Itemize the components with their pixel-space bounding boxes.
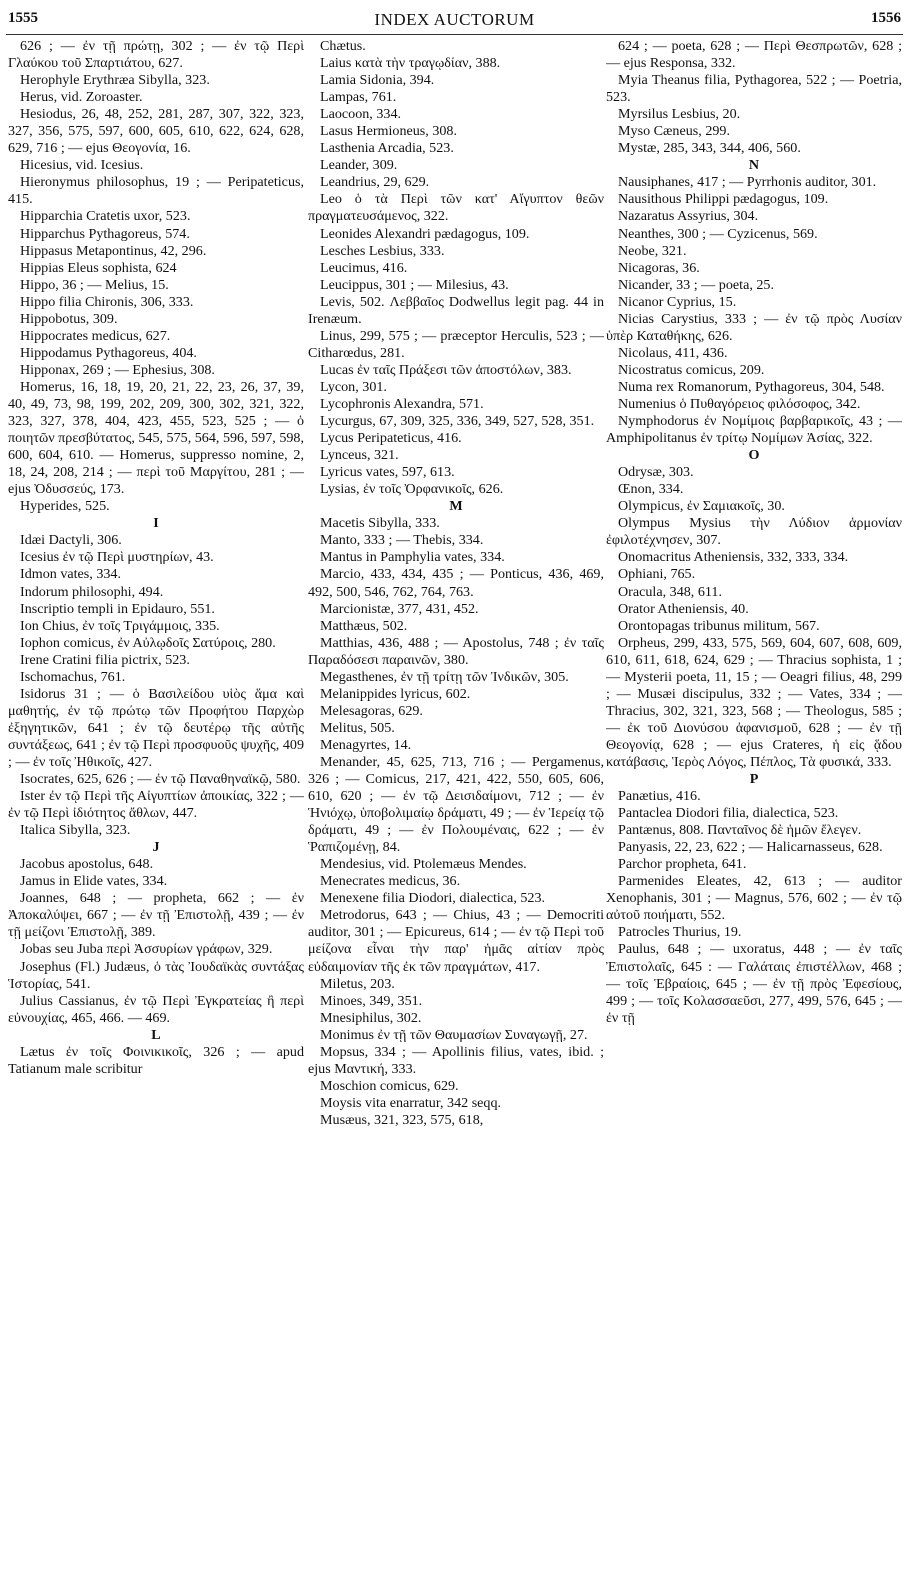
index-entry: Irene Cratini filia pictrix, 523. [20, 651, 190, 668]
index-entry: Lyricus vates, 597, 613. [320, 464, 455, 481]
index-entry: Italica Sibylla, 323. [20, 822, 131, 839]
index-entry: Leandrius, 29, 629. [320, 174, 430, 191]
index-entry: Olympicus, ἐν Σαμιακοῖς, 30. [618, 498, 785, 515]
index-entry: Nausithous Philippi pædagogus, 109. [618, 191, 829, 208]
index-entry: Chætus. [320, 38, 366, 54]
index-entry: Orontopagas tribunus militum, 567. [618, 617, 820, 634]
index-entry: Nicander, 33 ; — poeta, 25. [618, 276, 774, 293]
index-entry: Lampas, 761. [320, 89, 397, 106]
index-entry: Musæus, 321, 323, 575, 618, [320, 1111, 484, 1128]
index-entry: Ister ἐν τῷ Περὶ τῆς Αἰγυπτίων ἀποικίας, 322 ; — ἐν τῷ Περὶ ἰδιότητος ἄθλων, 447. [8, 788, 304, 822]
index-entry: Minoes, 349, 351. [320, 992, 423, 1009]
index-column-1 [8, 38, 304, 1568]
index-entry: Nicias Carystius, 333 ; — ἐν τῷ πρὸς Λυσίαν ὑπὲρ Καταθήκης, 626. [606, 310, 902, 344]
index-entry: Nazaratus Assyrius, 304. [618, 208, 759, 225]
index-entry: Idæi Dactyli, 306. [20, 532, 122, 549]
index-entry: Lucas ἐν ταῖς Πράξεσι τῶν ἀποστόλων, 383. [320, 361, 572, 378]
letter-heading: P [749, 771, 759, 788]
index-entry: Paulus, 648 ; — uxoratus, 448 ; — ἐν ταῖς Ἐπιστολαῖς, 645 : — Γαλάταις ἐπιστέλλων, 468 ; — τοῖς Ἑβραίοις, 645 ; — ἐν τῇ πρὸς Ἐφεσίους, 499 ; — τοῖς Κολασσαεῦσι, 277, 499, 576, 645 ; — ἐν τῇ [606, 941, 902, 1026]
index-entry: Parmenides Eleates, 42, 613 ; — auditor Xenophanis, 301 ; — Magnus, 576, 602 ; — ἐν τῷ αὐτοῦ ποιήματι, 552. [606, 873, 902, 924]
index-entry: Leo ὁ τὰ Περὶ τῶν κατ' Αἴγυπτον θεῶν πραγματευσάμενος, 322. [308, 191, 604, 225]
index-entry: 624 ; — poeta, 628 ; — Περὶ Θεσπρωτῶν, 628 ; — ejus Responsa, 332. [606, 38, 902, 72]
index-entry: Herus, vid. Zoroaster. [20, 89, 143, 106]
index-entry: Icesius ἐν τῷ Περὶ μυστηρίων, 43. [20, 549, 214, 566]
index-entry: Onomacritus Atheniensis, 332, 333, 334. [618, 549, 849, 566]
index-entry: Hipponax, 269 ; — Ephesius, 308. [20, 361, 215, 378]
index-entry: Melesagoras, 629. [320, 702, 423, 719]
index-entry: Ophiani, 765. [618, 566, 696, 583]
index-entry: Nausiphanes, 417 ; — Pyrrhonis auditor, 301. [618, 174, 877, 191]
index-entry: Iophon comicus, ἐν Αὐλῳδοῖς Σατύροις, 280. [20, 634, 276, 651]
index-entry: Lycon, 301. [320, 378, 387, 395]
index-entry: Linus, 299, 575 ; — præceptor Herculis, 523 ; — Citharœdus, 281. [308, 327, 604, 361]
index-entry: Moysis vita enarratur, 342 seqq. [320, 1094, 502, 1111]
letter-heading: J [152, 839, 160, 856]
index-entry: Nymphodorus ἐν Νομίμοις βαρβαρικοῖς, 43 ; — Amphipolitanus ἐν τρίτῳ Νομίμων Ἀσίας, 322. [606, 413, 902, 447]
index-entry: Hipparchus Pythagoreus, 574. [20, 225, 190, 242]
index-entry: Neobe, 321. [618, 242, 687, 259]
index-entry: Melitus, 505. [320, 719, 395, 736]
index-entry: Metrodorus, 643 ; — Chius, 43 ; — Democriti auditor, 301 ; — Epicureus, 614 ; — ἐν τῷ Περὶ τοῦ μείζονα εἶναι τὴν παρ' ἡμᾶς αἰτίαν πρὸς εὐδαιμονίαν τῆς ἐκ τῶν πραγμάτων, 417. [308, 907, 604, 975]
index-entry: Matthias, 436, 488 ; — Apostolus, 748 ; ἐν ταῖς Παραδόσεσι παραινῶν, 380. [308, 634, 604, 668]
index-entry: Hippo filia Chironis, 306, 333. [20, 293, 194, 310]
index-entry: Nicagoras, 36. [618, 259, 700, 276]
index-entry: Hippasus Metapontinus, 42, 296. [20, 242, 207, 259]
index-entry: Lysias, ἐν τοῖς Ὀρφανικοῖς, 626. [320, 481, 504, 498]
index-entry: Menander, 45, 625, 713, 716 ; — Pergamenus, 326 ; — Comicus, 217, 421, 422, 550, 605, 606, 610, 620 ; — ἐν τῷ Δεισιδαίμονι, 712 ; — ἐν Ἡνιόχῳ, ὑποβολιμαίῳ δράματι, 49 ; — ἐν Ἱερείᾳ τῷ δράματι, 49 ; — ἐν Πολουμέναις, 622 ; — ἐν Ῥαπιζομένῃ, 84. [308, 753, 604, 856]
index-entry: Lætus ἐν τοῖς Φοινικικοῖς, 326 ; — apud Tatianum male scribitur [8, 1043, 304, 1077]
index-entry: Pantaclea Diodori filia, dialectica, 523. [618, 805, 839, 822]
index-entry: Macetis Sibylla, 333. [320, 515, 440, 532]
index-entry: Myso Cæneus, 299. [618, 123, 730, 140]
index-entry: Jacobus apostolus, 648. [20, 856, 154, 873]
index-entry: Neanthes, 300 ; — Cyzicenus, 569. [618, 225, 818, 242]
index-entry: Mystæ, 285, 343, 344, 406, 560. [618, 140, 801, 157]
index-entry: Levis, 502. Λεββαῖος Dodwellus legit pag. 44 in Irenæum. [308, 293, 604, 327]
letter-heading: N [748, 157, 760, 174]
index-entry: Megasthenes, ἐν τῇ τρίτῃ τῶν Ἰνδικῶν, 305. [320, 668, 569, 685]
index-entry: Parchor propheta, 641. [618, 856, 747, 873]
index-entry: Lesches Lesbius, 333. [320, 242, 445, 259]
index-entry: Mantus in Pamphylia vates, 334. [320, 549, 505, 566]
index-entry: 626 ; — ἐν τῇ πρώτῃ, 302 ; — ἐν τῷ Περὶ Γλαύκου τοῦ Σπαρτιάτου, 627. [8, 38, 304, 72]
index-entry: Matthæus, 502. [320, 617, 408, 634]
index-entry: Hippias Eleus sophista, 624 [20, 259, 177, 276]
index-entry: Orator Atheniensis, 40. [618, 600, 749, 617]
index-entry: Laocoon, 334. [320, 106, 402, 123]
index-entry: Mnesiphilus, 302. [320, 1009, 422, 1026]
index-entry: Lasus Hermioneus, 308. [320, 123, 458, 140]
index-entry: Idmon vates, 334. [20, 566, 121, 583]
page-number-right: 1556 [871, 10, 901, 26]
running-title: INDEX AUCTORUM [374, 10, 535, 29]
index-column-3 [606, 38, 902, 1568]
index-entry: Odrysæ, 303. [618, 464, 694, 481]
index-entry: Hippocrates medicus, 627. [20, 327, 171, 344]
index-entry: Nicostratus comicus, 209. [618, 361, 765, 378]
index-entry: Hippodamus Pythagoreus, 404. [20, 344, 197, 361]
index-entry: Hyperides, 525. [20, 498, 110, 515]
index-entry: Melanippides lyricus, 602. [320, 685, 471, 702]
index-entry: Mendesius, vid. Ptolemæus Mendes. [320, 856, 527, 873]
index-entry: Leonides Alexandri pædagogus, 109. [320, 225, 530, 242]
index-entry: Myrsilus Lesbius, 20. [618, 106, 741, 123]
letter-heading: L [151, 1026, 161, 1043]
index-entry: Œnon, 334. [618, 481, 684, 498]
index-entry: Laius κατὰ τὴν τραγῳδίαν, 388. [320, 55, 501, 72]
index-entry: Patrocles Thurius, 19. [618, 924, 742, 941]
index-entry: Isidorus 31 ; — ὁ Βασιλείδου υἱὸς ἅμα καὶ μαθητής, ἐν τῷ πρώτῳ τῶν Προφήτου Παρχὼρ ἐξηγητικῶν, 641 ; ἐν τῷ δευτέρῳ τῆς αὐτῆς συντάξεως, 641 ; ἐν τῷ Περὶ προσφυοῦς ψυχῆς, 409 ; — ἐν τοῖς Ἠθικοῖς, 427. [8, 685, 304, 770]
index-entry: Isocrates, 625, 626 ; — ἐν τῷ Παναθηναϊκῷ, 580. [20, 771, 301, 788]
index-entry: Jobas seu Juba περὶ Ἀσσυρίων γράφων, 329. [20, 941, 273, 958]
index-entry: Hieronymus philosophus, 19 ; — Peripateticus, 415. [8, 174, 304, 208]
index-entry: Nicolaus, 411, 436. [618, 344, 728, 361]
index-entry: Lycus Peripateticus, 416. [320, 430, 462, 447]
index-entry: Monimus ἐν τῇ τῶν Θαυμασίων Συναγωγῇ, 27. [320, 1026, 588, 1043]
index-entry: Miletus, 203. [320, 975, 395, 992]
index-entry: Orpheus, 299, 433, 575, 569, 604, 607, 608, 609, 610, 611, 618, 624, 629 ; — Thracius sophista, 1 ; — Mysterii poeta, 11, 15 ; — Oeagri filius, 48, 299 ; — Musæi discipulus, 332 ; — Vates, 334 ; — Thracius, 302, 321, 323, 568 ; — Theologus, 585 ; — ἐκ τοῦ Διονύσου ἀφανισμοῦ, 628 ; — ἐν τῇ Θεογονίᾳ, 628 ; — ejus Crateres, ἡ εἰς ᾅδου κατάβασις, Ἱερὸς Λόγος, Πέπλος, Τὰ φυσικά, 333. [606, 634, 902, 770]
header-rule [6, 34, 903, 35]
index-entry: Joannes, 648 ; — propheta, 662 ; — ἐν Ἀποκαλύψει, 667 ; — ἐν τῇ Ἐπιστολῇ, 439 ; — ἐν τῇ μείζονι Ἐπιστολῇ, 389. [8, 890, 304, 941]
index-entry: Numa rex Romanorum, Pythagoreus, 304, 548. [618, 378, 885, 395]
index-entry: Hippobotus, 309. [20, 310, 118, 327]
index-entry: Menecrates medicus, 36. [320, 873, 461, 890]
index-entry: Myia Theanus filia, Pythagorea, 522 ; — Poetria, 523. [606, 72, 902, 106]
index-entry: Jamus in Elide vates, 334. [20, 873, 168, 890]
index-entry: Josephus (Fl.) Judæus, ὁ τὰς Ἰουδαϊκὰς συντάξας Ἱστορίας, 541. [8, 958, 304, 992]
index-entry: Olympus Mysius τὴν Λύδιον ἁρμονίαν ἐφιλοτέχνησεν, 307. [606, 515, 902, 549]
index-entry: Leander, 309. [320, 157, 398, 174]
index-entry: Marcionistæ, 377, 431, 452. [320, 600, 479, 617]
index-entry: Nicanor Cyprius, 15. [618, 293, 737, 310]
index-entry: Leucimus, 416. [320, 259, 408, 276]
index-entry: Hippo, 36 ; — Melius, 15. [20, 276, 169, 293]
page-header [8, 10, 901, 36]
index-entry: Hesiodus, 26, 48, 252, 281, 287, 307, 322, 323, 327, 356, 575, 597, 600, 605, 610, 622, 624, 628, 629, 716 ; — ejus Θεογονία, 16. [8, 106, 304, 157]
letter-heading: I [153, 515, 159, 532]
index-column-2 [308, 38, 604, 1568]
index-entry: Pantænus, 808. Πανταῖνος δὲ ἡμῶν ἔλεγεν. [618, 822, 862, 839]
letter-heading: O [748, 447, 760, 464]
index-entry: Herophyle Erythræa Sibylla, 323. [20, 72, 210, 89]
letter-heading: M [449, 498, 463, 515]
index-entry: Hipparchia Cratetis uxor, 523. [20, 208, 191, 225]
index-entry: Menexene filia Diodori, dialectica, 523. [320, 890, 546, 907]
index-entry: Indorum philosophi, 494. [20, 583, 164, 600]
index-entry: Moschion comicus, 629. [320, 1077, 459, 1094]
index-entry: Ion Chius, ἐν τοῖς Τριγάμμοις, 335. [20, 617, 220, 634]
index-entry: Ischomachus, 761. [20, 668, 126, 685]
index-entry: Panætius, 416. [618, 788, 701, 805]
index-entry: Leucippus, 301 ; — Milesius, 43. [320, 276, 509, 293]
index-entry: Manto, 333 ; — Thebis, 334. [320, 532, 484, 549]
index-entry: Lasthenia Arcadia, 523. [320, 140, 454, 157]
index-entry: Lynceus, 321. [320, 447, 399, 464]
index-entry: Julius Cassianus, ἐν τῷ Περὶ Ἐγκρατείας ἢ περὶ εὐνουχίας, 465, 466. — 469. [8, 992, 304, 1026]
index-entry: Lycophronis Alexandra, 571. [320, 395, 484, 412]
index-entry: Panyasis, 22, 23, 622 ; — Halicarnasseus, 628. [618, 839, 883, 856]
index-entry: Mopsus, 334 ; — Apollinis filius, vates, ibid. ; ejus Μαντική, 333. [308, 1043, 604, 1077]
index-entry: Lycurgus, 67, 309, 325, 336, 349, 527, 528, 351. [320, 413, 595, 430]
index-entry: Homerus, 16, 18, 19, 20, 21, 22, 23, 26, 37, 39, 40, 49, 73, 98, 199, 202, 209, 300, 302, 321, 322, 323, 327, 378, 404, 423, 455, 523, 525 ; — ὁ ποιητῶν πρεσβύτατος, 545, 575, 564, 596, 597, 598, 600, 604, 610. — Homerus, suppresso nomine, 2, 18, 24, 208, 214 ; — περὶ τοῦ Μαργίτου, 281 ; — ejus Ὀδυσσεύς, 173. [8, 378, 304, 498]
index-entry: Hicesius, vid. Icesius. [20, 157, 144, 174]
page-number-left: 1555 [8, 10, 38, 26]
index-entry: Inscriptio templi in Epidauro, 551. [20, 600, 215, 617]
index-entry: Menagyrtes, 14. [320, 736, 412, 753]
index-entry: Lamia Sidonia, 394. [320, 72, 435, 89]
index-entry: Numenius ὁ Πυθαγόρειος φιλόσοφος, 342. [618, 395, 861, 412]
index-entry: Marcio, 433, 434, 435 ; — Ponticus, 436, 469, 492, 500, 546, 762, 764, 763. [308, 566, 604, 600]
index-entry: Oracula, 348, 611. [618, 583, 722, 600]
